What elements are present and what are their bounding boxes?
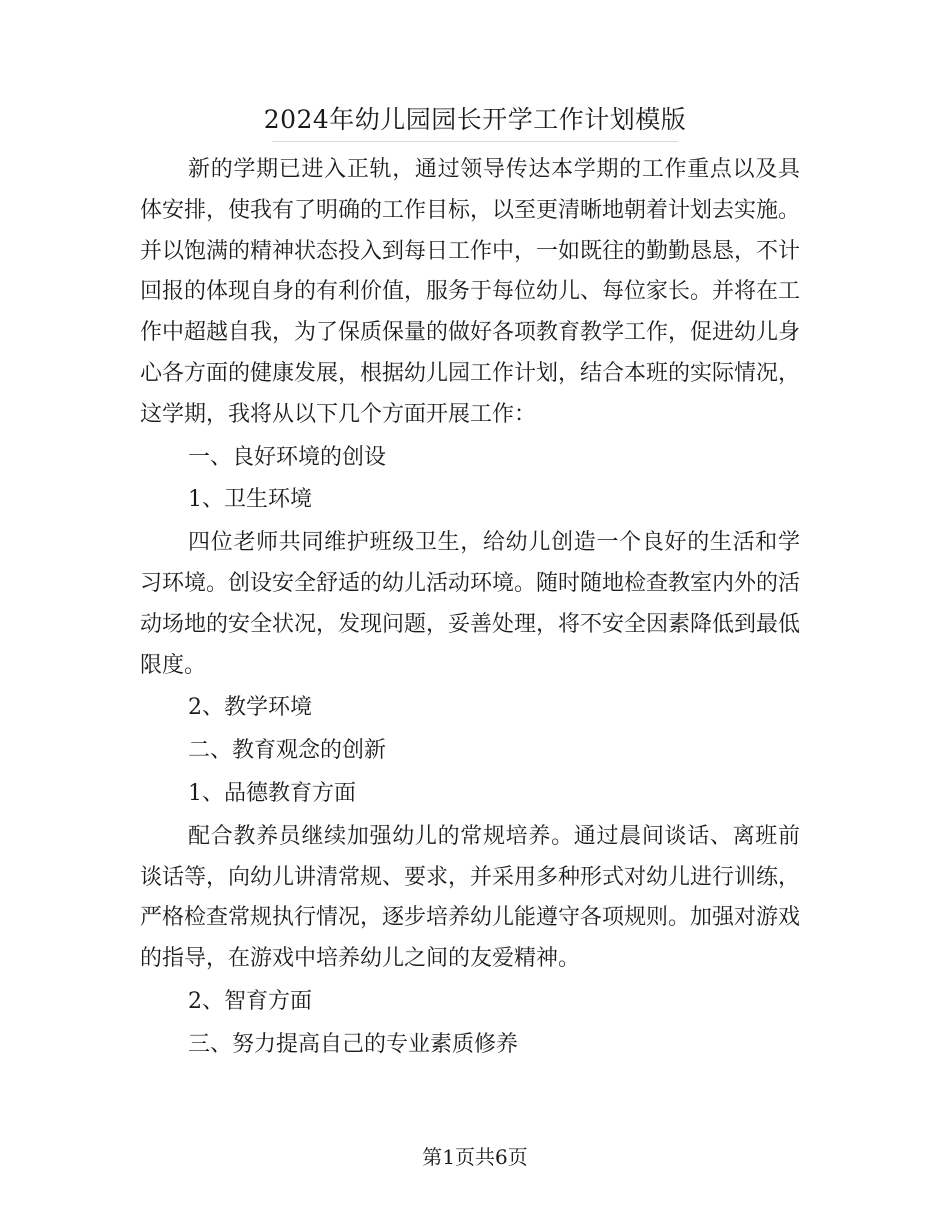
paragraph-moral-education: 配合教养员继续加强幼儿的常规培养。通过晨间谈话、离班前谈话等，向幼儿讲清常规、要求，并采用多种形式对幼儿进行训练，严格检查常规执行情况，逐步培养幼儿能遵守各项规则。加强对游戏的指导，在游戏中培养幼儿之间的友爱精神。 [140,823,801,972]
subheading-teaching-environment: 2、教学环境 [188,695,312,721]
heading-section-3: 三、努力提高自己的专业素质修养 [188,1031,519,1057]
title-underline [272,141,678,142]
heading-section-1: 一、良好环境的创设 [188,444,387,470]
heading-section-2: 二、教育观念的创新 [188,738,387,764]
page-number-footer: 第1页共6页 [422,1145,528,1169]
paragraph-hygiene-environment: 四位老师共同维护班级卫生，给幼儿创造一个良好的生活和学习环境。创设安全舒适的幼儿活动环境。随时随地检查教室内外的活动场地的安全状况，发现问题，妥善处理，将不安全因素降低到最低限度。 [140,530,801,678]
document-title: 2024年幼儿园园长开学工作计划模版 [263,105,687,134]
subheading-intellectual-education: 2、智育方面 [188,988,312,1014]
paragraph-intro: 新的学期已进入正轨，通过领导传达本学期的工作重点以及具体安排，使我有了明确的工作目标，以至更清晰地朝着计划去实施。并以饱满的精神状态投入到每日工作中，一如既往的勤勤恳恳，不计回报的体现自身的有利价值，服务于每位幼儿、每位家长。并将在工作中超越自我，为了保质保量的做好各项教育教学工作，促进幼儿身心各方面的健康发展，根据幼儿园工作计划，结合本班的实际情况，这学期，我将从以下几个方面开展工作： [140,157,801,427]
document-body [140,150,800,1066]
subheading-hygiene-environment: 1、卫生环境 [188,487,312,513]
subheading-moral-education: 1、品德教育方面 [188,780,356,806]
